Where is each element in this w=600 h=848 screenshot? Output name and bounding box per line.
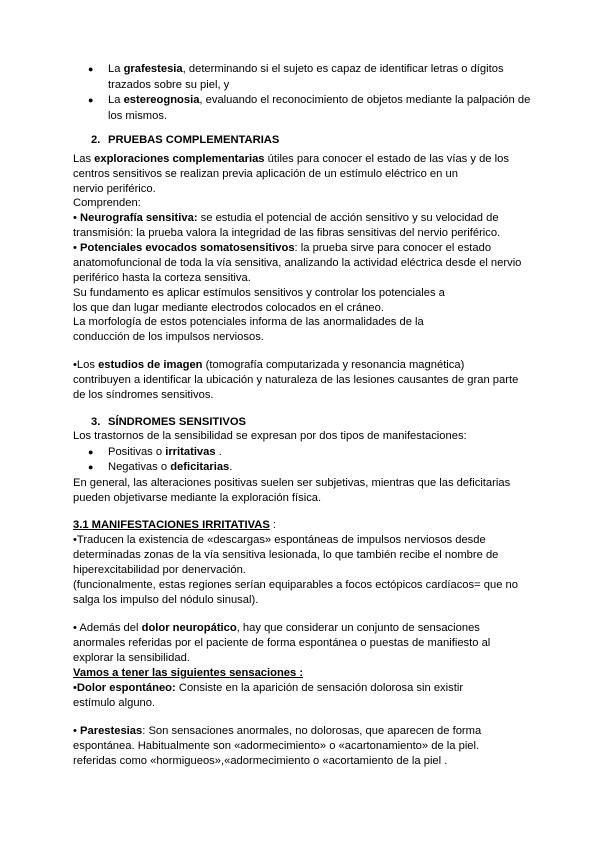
text-line [73,696,155,711]
bold-term: dolor neuropático [141,622,237,634]
text-line [73,724,481,739]
text-run: . [229,461,233,473]
text-run: los mismos. [108,110,168,122]
bullet-item [108,93,530,108]
bold-term: estudios de imagen [98,359,203,371]
text-line [73,533,486,548]
bold-term: 3.1 MANIFESTACIONES IRRITATIVAS [73,519,270,531]
text-line [108,78,229,93]
text-run: contribuyen a identificar la ubicación y naturaleza de las lesiones causantes de gran parte [73,374,519,386]
text-run: Comprenden: [73,197,141,209]
bullet-icon: ● [88,462,94,472]
text-run: trazados sobre su piel, y [108,79,230,91]
text-line [73,388,214,403]
text-line [73,636,490,651]
text-line [73,429,467,444]
text-run: Consiste en la aparición de sensación dolorosa sin existir [175,682,464,694]
bullet-item [108,460,232,475]
text-run: • [73,725,81,737]
text-line [73,152,509,167]
section-heading [108,415,246,430]
bold-term: Vamos a tener las siguientes sensaciones : [73,667,304,679]
text-run: los que dan lugar mediante electrodos colocados en el cráneo. [73,302,384,314]
text-run: Los trastornos de la sensibilidad se expresan por dos tipos de manifestaciones: [73,430,467,442]
text-run: referidas como «hormigueos»,«adormecimiento o «acortamiento de la piel . [73,755,448,767]
bold-term: grafestesia [123,63,183,75]
text-run: En general, las alteraciones positivas suelen ser subjetivas, mientras que las deficitarias [73,477,511,489]
text-run: de los síndromes sensitivos. [73,389,214,401]
text-run: (funcionalmente, estas regiones serían equiparables a focos ectópicos cardíacos= que no [73,579,518,591]
text-line [73,739,479,754]
text-run: • [73,242,81,254]
text-run: (tomografía computarizada y resonancia magnética) [202,359,465,371]
text-run: transmisión: la prueba valora la integridad de las fibras sensitivas del nervio periférico. [73,227,501,239]
text-line [73,518,276,533]
text-run: Su fundamento es aplicar estímulos sensitivos y controlar los potenciales a [73,287,445,299]
text-line [73,211,499,226]
text-line [73,681,463,696]
text-run: • [73,212,81,224]
bold-term: deficitarias [170,461,230,473]
section-number: 2. [91,134,101,146]
text-run: , evaluando el reconocimiento de objetos mediante la palpación de [199,94,531,106]
text-run: conducción de los impulsos nerviosos. [73,331,264,343]
text-run: Las [73,153,95,165]
text-run: : Son sensaciones anormales, no dolorosas, que aparecen de forma [142,725,482,737]
text-run: explorar la sensibilidad. [73,652,190,664]
text-line [73,358,464,373]
text-line [73,286,445,301]
text-run: anormales referidas por el paciente de forma espontánea o puestas de manifiesto al [73,637,491,649]
text-line [73,651,190,666]
text-line [73,182,156,197]
text-line [73,548,498,563]
text-run: : la prueba sirve para conocer el estado [294,242,492,254]
text-line [73,373,518,388]
text-run: hiperexcitabilidad por denervación. [73,564,246,576]
text-line [73,315,424,330]
text-line [108,109,167,124]
text-line [73,241,491,256]
text-run: La morfología de estos potenciales informa de las anormalidades de la [73,316,424,328]
bullet-icon: ● [88,64,94,74]
bullet-icon: ● [88,447,94,457]
text-line [73,666,303,681]
text-run: salga los impulso del nódulo sinusal). [73,594,259,606]
bold-term: Neurografía sensitiva: [80,212,198,224]
text-run: se estudia el potencial de acción sensitivo y su velocidad de [197,212,499,224]
text-line [73,491,321,506]
bold-term: SÍNDROMES SENSITIVOS [108,416,247,428]
text-line [73,301,384,316]
text-line [73,330,264,345]
text-run: La [108,63,124,75]
bold-term: PRUEBAS COMPLEMENTARIAS [108,134,280,146]
text-run: pueden objetivarse mediante la exploración física. [73,492,322,504]
bold-term: irritativas [165,446,216,458]
text-run: periférico hasta la corteza sensitiva. [73,272,251,284]
bullet-icon: ● [88,95,94,105]
text-run: • Además del [73,622,142,634]
text-run: estímulo alguno. [73,697,156,709]
text-line [73,563,246,578]
text-line [73,621,480,636]
text-line [73,754,447,769]
bullet-item [108,62,504,77]
bold-term: Dolor espontáneo: [76,682,176,694]
text-run: , determinando si el sujeto es capaz de identificar letras o dígitos [182,63,504,75]
text-line [73,578,518,593]
text-line [73,196,141,211]
text-line [73,593,258,608]
text-run: centros sensitivos se realizan previa aplicación de un estímulo eléctrico en un [73,168,458,180]
text-run: , hay que considerar un conjunto de sensaciones [236,622,480,634]
text-line [73,226,500,241]
text-line [73,271,251,286]
bold-term: Potenciales evocados somatosensitivos [80,242,295,254]
text-run: útiles para conocer el estado de las vías y de los [264,153,509,165]
bullet-item [108,445,222,460]
bold-term: estereognosia [123,94,200,106]
text-line [73,476,510,491]
bold-term: Parestesias [80,725,143,737]
text-run: La [108,94,124,106]
text-run: Positivas o [108,446,166,458]
text-run: espontánea. Habitualmente son «adormecimiento» o «acartonamiento» de la piel. [73,740,480,752]
text-run: determinadas zonas de la vía sensitiva lesionada, lo que también recibe el nombre de [73,549,499,561]
section-heading [108,133,279,148]
section-number: 3. [91,416,101,428]
text-line [73,167,458,182]
text-run: •Los [73,359,99,371]
text-run: •Traducen la existencia de «descargas» espontáneas de impulsos nerviosos desde [73,534,486,546]
text-line [73,256,521,271]
text-run: • [73,682,77,694]
text-run: : [269,519,277,531]
bold-term: exploraciones complementarias [94,153,265,165]
text-run: . [215,446,222,458]
text-run: nervio periférico. [73,183,156,195]
text-run: Negativas o [108,461,171,473]
text-run: anatomofuncional de toda la vía sensitiva, analizando la actividad eléctrica desde el nervio [73,257,522,269]
